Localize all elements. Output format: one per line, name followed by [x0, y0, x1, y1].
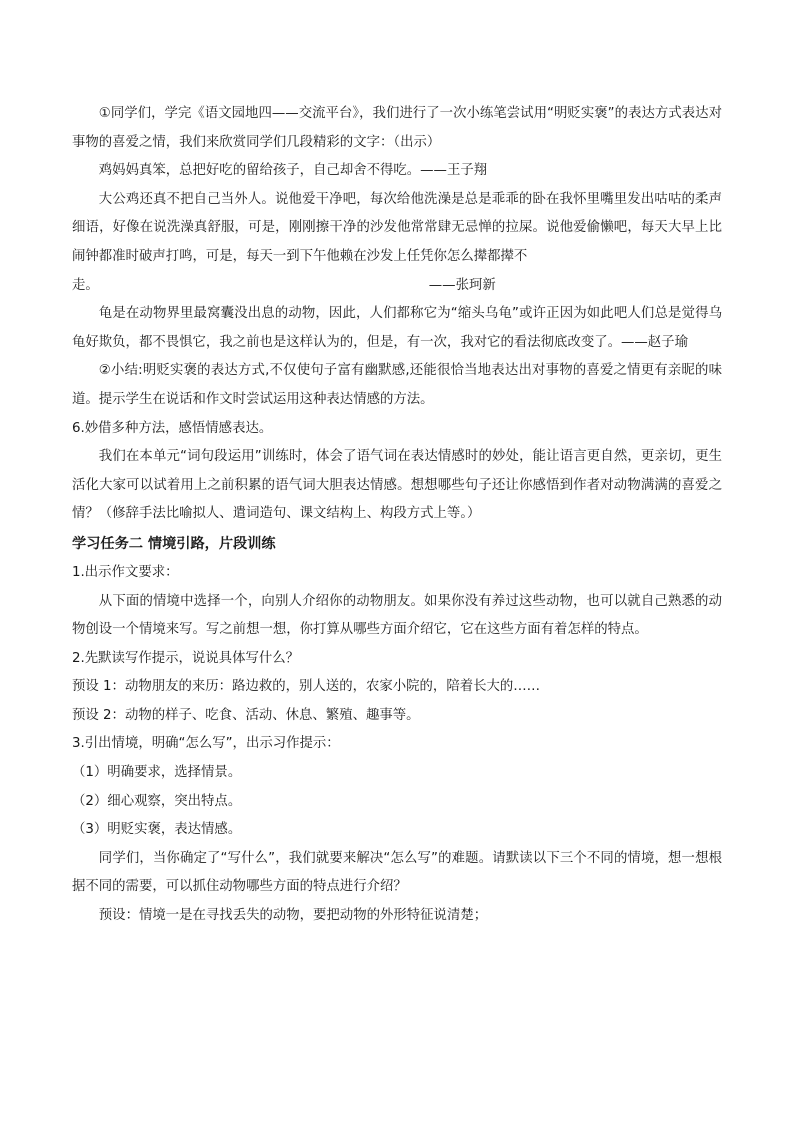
- preset-situation-1: 预设：情境一是在寻找丢失的动物，要把动物的外形特征说清楚；: [98, 908, 488, 924]
- step-6-body: 我们在本单元“词句段运用”训练时，体会了语气词在表达情感时的妙处，能让语言更自然，更亲切，更生活化大家可以试着用上之前积累的语气词大胆表达情感。想想哪些句子还让你感悟到作者对动物满满的喜爱之情？（修辞手法比喻拟人、遣词造句、课文结构上、构段方式上等。）: [72, 449, 722, 522]
- author-signature: ——张珂新: [428, 277, 496, 293]
- tip-1: （1）明确要求，选择情景。: [72, 765, 242, 781]
- example-rooster: 大公鸡还真不把自己当外人。说他爱干净吧，每次给他洗澡是总是乖乖的卧在我怀里嘴里发出咕咕的柔声细语，好像在说洗澡真舒服，可是，刚刚擦干净的沙发他常常肆无忌惮的拉屎。说他爱偷懒吧，每天大早上比闹钟都准时破声打鸣，可是，每天一到下午他赖在沙发上任凭你怎么撵都撵不: [72, 191, 722, 264]
- preset-1: 预设 1：动物朋友的来历：路边救的，别人送的，农家小院的，陪着长大的……: [72, 679, 541, 695]
- situations-intro: 同学们，当你确定了“写什么”，我们就要来解决“怎么写”的难题。请默读以下三个不同的情境，想一想根据不同的需要，可以抓住动物哪些方面的特点进行介绍？: [72, 850, 722, 895]
- step-1-title: 1.出示作文要求：: [72, 564, 179, 580]
- example-hen: 鸡妈妈真笨，总把好吃的留给孩子，自己却舍不得吃。——王子翔: [98, 163, 488, 179]
- example-turtle: 龟是在动物界里最窝囊没出息的动物，因此，人们都称它为“缩头乌龟”或许正因为如此吧人们总是觉得乌龟好欺负，都不畏惧它，我之前也是这样认为的，但是，有一次，我对它的看法彻底改变了。——赵子瑜: [72, 306, 722, 350]
- example-rooster-end: [72, 272, 722, 301]
- step-6-title: 6.妙借多种方法，感悟情感表达。: [72, 420, 273, 436]
- section-heading-task-2: 学习任务二 情境引路，片段训练: [72, 535, 276, 552]
- summary-paragraph: ②小结:明贬实褒的表达方式,不仅使句子富有幽默感,还能很恰当地表达出对事物的喜爱之情更有亲昵的味道。提示学生在说话和作文时尝试运用这种表达情感的方法。: [72, 363, 722, 407]
- step-3-title: 3.引出情境，明确“怎么写”，出示习作提示：: [72, 736, 340, 752]
- tip-2: （2）细心观察，突出特点。: [72, 793, 242, 809]
- preset-2: 预设 2：动物的样子、吃食、活动、休息、繁殖、趣事等。: [72, 707, 420, 723]
- tip-3: （3）明贬实褒，表达情感。: [72, 822, 242, 838]
- step-1-body: 从下面的情境中选择一个，向别人介绍你的动物朋友。如果你没有养过这些动物，也可以就自己熟悉的动物创设一个情境来写。写之前想一想，你打算从哪些方面介绍它，它在这些方面有着怎样的特点。: [72, 593, 722, 638]
- example-rooster-tail: 走。: [72, 277, 99, 293]
- step-2-title: 2.先默读写作提示，说说具体写什么？: [72, 650, 300, 666]
- paragraph-intro: ①同学们，学完《语文园地四——交流平台》，我们进行了一次小练笔尝试用“明贬实褒”的表达方式表达对事物的喜爱之情，我们来欣赏同学们几段精彩的文字：（出示）: [72, 106, 722, 150]
